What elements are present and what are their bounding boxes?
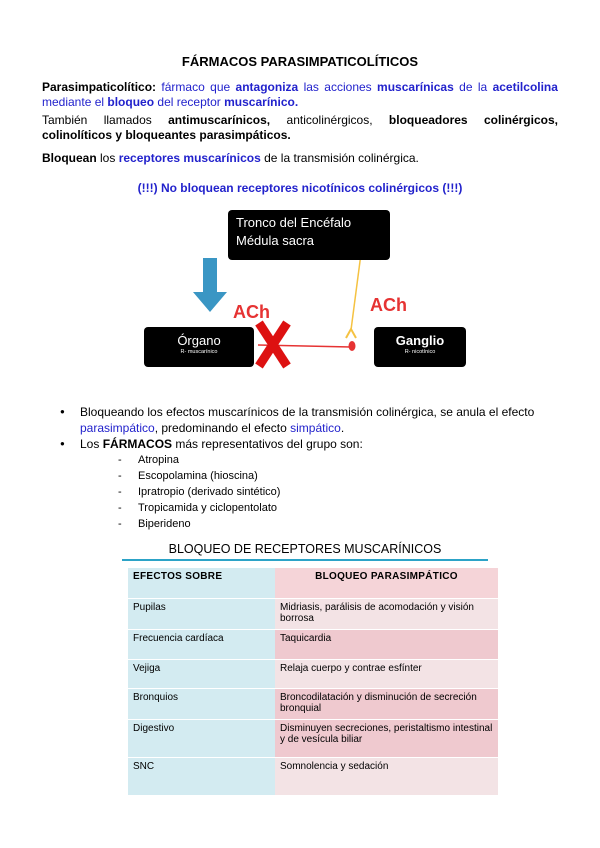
definition-keyword: bloqueo [107,95,155,109]
organo-label: Órgano [177,333,221,348]
table-row [128,720,498,758]
table-header-cell: BLOQUEO PARASIMPÁTICO [275,568,498,599]
table-cell-effect: Disminuyen secreciones, peristaltismo intestinal y de vesícula biliar [275,720,498,758]
block-x-icon [259,323,287,366]
table-cell-effect: Broncodilatación y disminución de secreción bronquial [275,689,498,720]
bullet-keyword: FÁRMACOS [102,437,173,451]
aliases-paragraph-line2 [42,128,558,143]
definition-text: las acciones [303,80,372,94]
table-cell-effect: Somnolencia y sedación [275,758,498,795]
table-cell-organ: Digestivo [128,720,275,758]
definition-keyword: acetilcolina [492,80,558,94]
definition-keyword: muscarínicas [377,80,454,94]
receptor-dot [349,341,356,351]
table-cell-organ: Bronquios [128,689,275,720]
block-paragraph [42,151,558,166]
table-row [128,599,498,630]
bullet-text: más representativos del grupo son: [175,437,363,451]
effects-table [128,567,498,795]
alias-term: colinolíticos y bloqueantes parasimpáticos. [42,128,291,142]
term-simpatico: simpático [290,421,341,435]
ach-label-right: ACh [370,295,407,315]
block-receptors: receptores muscarínicos [118,151,261,165]
tronco-box [228,210,390,260]
bullet-item [60,436,560,532]
tronco-label: Tronco del Encéfalo [236,215,352,230]
definition-keyword: muscarínico. [224,95,299,109]
page-title: FÁRMACOS PARASIMPATICOLÍTICOS [181,54,419,69]
table-cell-effect: Midriasis, parálisis de acomodación y visión borrosa [275,599,498,630]
bullet-text: Bloqueando los efectos muscarínicos de la transmisión colinérgica, se anula el efecto [80,405,535,419]
table-row [128,630,498,660]
bullet-item [60,404,560,436]
aliases-lead: También llamados [42,113,152,127]
alias-term: bloqueadores colinérgicos, [388,113,558,127]
warning-note: (!!!) No bloquean receptores nicotínicos colinérgicos (!!!) [137,181,463,195]
bullet-text: Los [80,437,100,451]
organo-receptor-label: R- muscarínico [180,349,218,355]
table-row [128,689,498,720]
definition-term: Parasimpaticolítico: [42,80,157,94]
alias-term: antimuscarínicos, [168,113,271,127]
drug-item: - Biperideno [118,516,560,532]
drug-item: - Tropicamida y ciclopentolato [118,500,560,516]
ganglio-box [374,327,466,367]
table-title: BLOQUEO DE RECEPTORES MUSCARÍNICOS [168,542,442,556]
drug-list [80,452,560,532]
table-header-cell: EFECTOS SOBRE [128,568,275,599]
drug-item: - Ipratropio (derivado sintético) [118,484,560,500]
table-row [128,660,498,689]
definition-paragraph [42,80,558,95]
table-cell-organ: SNC [128,758,275,795]
medula-label: Médula sacra [236,233,315,248]
bullet-text: . [340,421,345,435]
table-cell-effect: Taquicardia [275,630,498,660]
ganglio-label: Ganglio [395,333,445,348]
definition-text: de la [459,80,488,94]
down-arrow-icon [193,258,227,312]
block-text: los [100,151,116,165]
bullet-text: , predominando el efecto [154,421,287,435]
table-row [128,758,498,795]
table-title-underline [122,559,488,561]
table-cell-organ: Frecuencia cardíaca [128,630,275,660]
connection-line [258,345,351,347]
definition-text: mediante el [42,95,105,109]
definition-text: fármaco que [161,80,231,94]
table-header-row [128,568,498,599]
table-cell-organ: Pupilas [128,599,275,630]
drug-item: - Escopolamina (hioscina) [118,468,560,484]
table-cell-organ: Vejiga [128,660,275,689]
ganglio-receptor-label: R- nicotínico [404,349,436,355]
block-verb: Bloquean [42,151,97,165]
definition-keyword: antagoniza [235,80,299,94]
aliases-paragraph [42,113,558,128]
alias-term: anticolinérgicos, [286,113,373,127]
ach-label-left: ACh [233,302,270,322]
block-text: de la transmisión colinérgica. [264,151,419,165]
definition-text: del receptor [157,95,221,109]
term-parasimpatico: parasimpático [80,421,155,435]
nerve-terminal [346,329,356,338]
drug-item: - Atropina [118,452,560,468]
bullet-list [60,404,560,532]
table-cell-effect: Relaja cuerpo y contrae esfínter [275,660,498,689]
organo-box [144,327,254,367]
definition-paragraph-line2 [42,95,558,110]
